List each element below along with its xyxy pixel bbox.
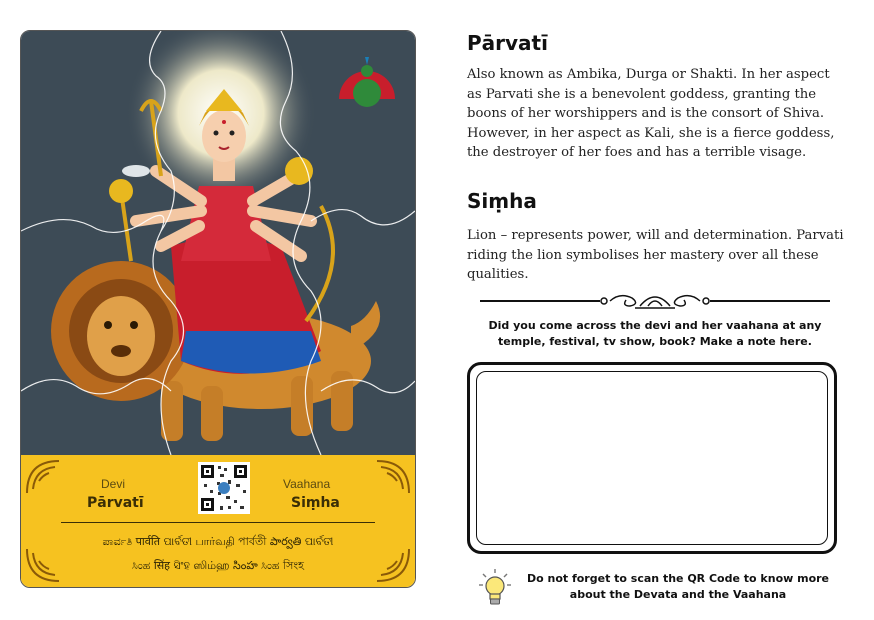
- qr-code-icon[interactable]: [198, 462, 250, 514]
- devi-heading: Pārvatī: [467, 31, 548, 55]
- note-prompt: Did you come across the devi and her vaahana at any temple, festival, tv show, book? Make a note here.: [488, 319, 822, 348]
- devi-description: Also known as Ambika, Durga or Shakti. In her aspect as Parvati she is a benevolent goddess, granting the boons of her worshippers and is the consort of Shiva. However, in her aspect as Kali, she is a fierce goddess, the destroyer of her foes and has a terrible visage.: [467, 67, 835, 160]
- note-box[interactable]: [467, 362, 837, 554]
- vaahana-label: Vaahana: [283, 477, 331, 491]
- deity-card: [20, 30, 416, 588]
- deity-illustration: [21, 31, 415, 455]
- corner-flourish-icon: [25, 547, 61, 583]
- vaahana-name: Siṃha: [291, 495, 340, 511]
- note-box-inner[interactable]: [476, 371, 828, 545]
- devi-name-scripts: ಪಾರ್ವತಿ पार्वति ପାର୍ବତୀ பார்வதி পার্বতী పార్వతి ପାର୍ବତୀ: [102, 535, 334, 548]
- vaahana-description: Lion – represents power, will and determination. Parvati riding the lion symbolises her mastery over all these qualities.: [467, 228, 844, 282]
- corner-flourish-icon: [25, 459, 61, 495]
- corner-flourish-icon: [375, 547, 411, 583]
- devi-name: Pārvatī: [87, 495, 144, 511]
- qr-reminder: Do not forget to scan the QR Code to know more about the Devata and the Vaahana: [526, 572, 830, 601]
- corner-flourish-icon: [375, 459, 411, 495]
- vaahana-name-scripts: ಸಿಂಹ सिंह ସିଂହ ஸிம்ஹ సింహ ಸಿಂಹ সিংহ: [132, 559, 304, 572]
- name-band: [21, 455, 415, 587]
- ornament-divider-icon: [480, 290, 830, 312]
- lightbulb-icon: [478, 568, 512, 608]
- band-divider: [61, 522, 375, 523]
- devi-label: Devi: [101, 477, 126, 491]
- vaahana-heading: Siṃha: [467, 189, 537, 213]
